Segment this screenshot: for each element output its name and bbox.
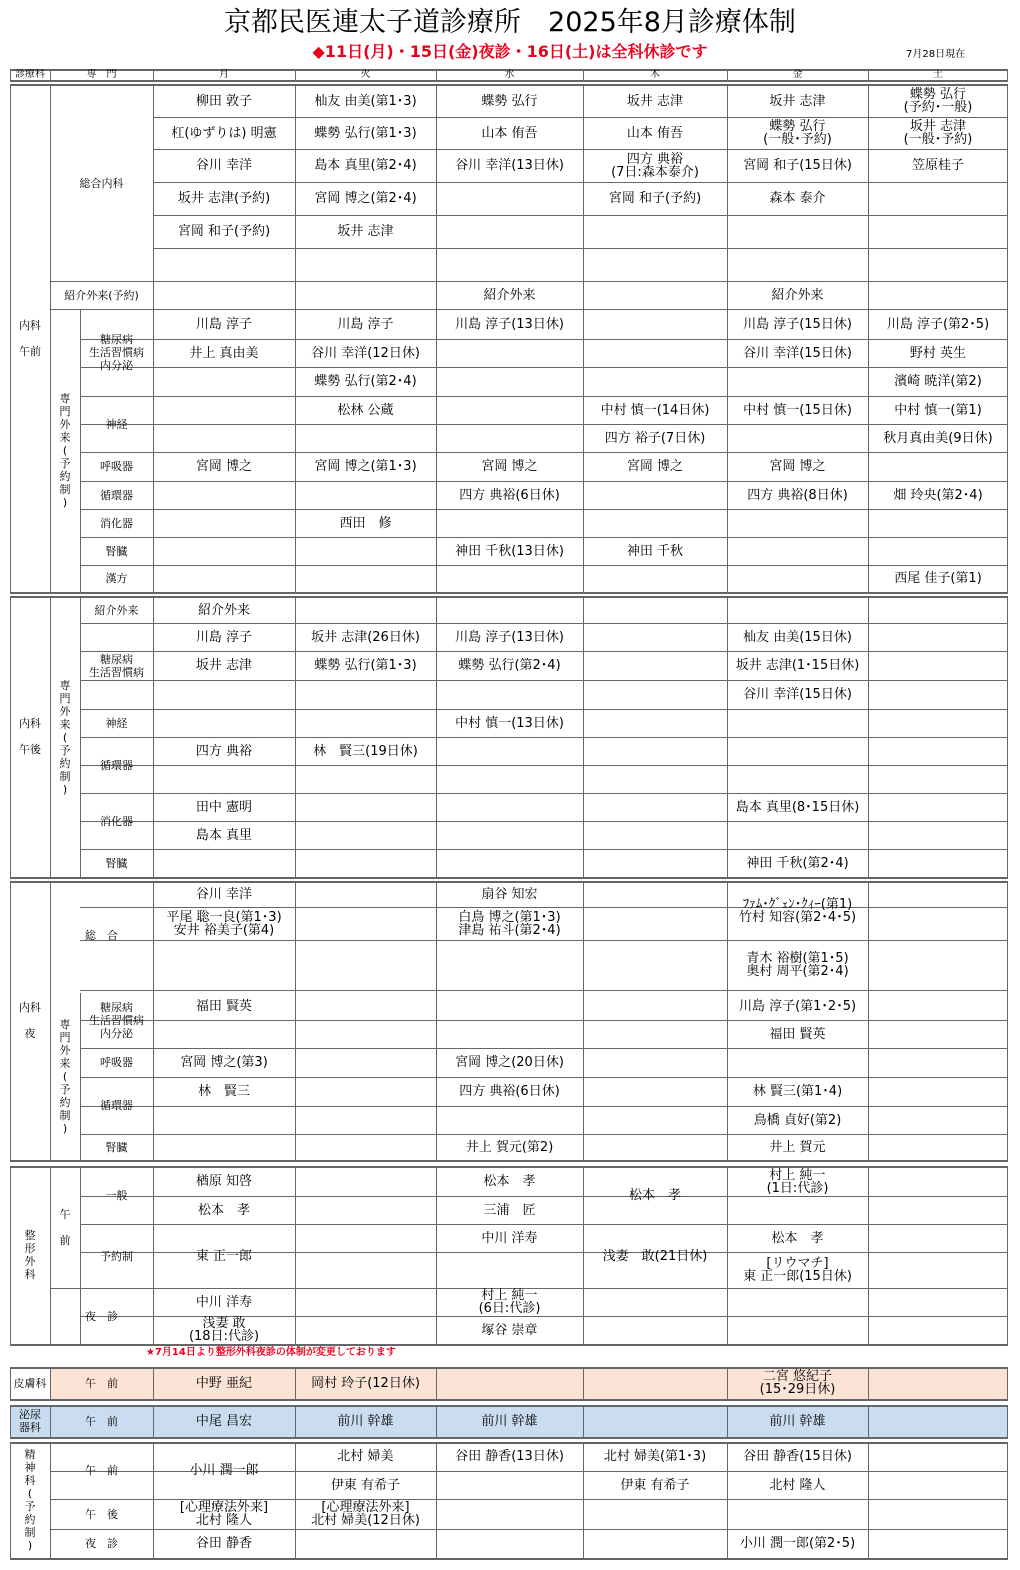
grid-line (80, 849, 1008, 850)
schedule-cell: 紹介外来 (483, 287, 536, 303)
label-naika-am: 内科 午前 (19, 318, 41, 358)
schedule-cell: 神田 千秋 (626, 543, 684, 559)
schedule-cell: 白鳥 博之(第1･3) 津島 祐斗(第2･4) (458, 909, 561, 938)
grid-line (868, 1442, 869, 1559)
schedule-cell: 谷川 幸洋 (195, 158, 253, 173)
schedule-cell: 宮岡 和子(予約) (608, 191, 702, 206)
schedule-cell: ﾌｧﾑ･ｸﾞｪﾝ･ｸｨｰ(第1) 竹村 知容(第2･4･5) (738, 896, 857, 925)
schedule-cell: 笠原桂子 (911, 158, 964, 173)
schedule-cell: 田中 憲明 (195, 799, 253, 815)
grid-line (80, 1106, 1008, 1107)
schedule-cell: 島本 真里(第2･4) (314, 158, 417, 173)
schedule-cell: 谷川 幸洋(12日休) (311, 345, 420, 361)
schedule-cell: 紹介外来 (197, 602, 250, 618)
grid-line (1007, 1367, 1008, 1400)
schedule-cell: 前川 幹雄 (337, 1413, 394, 1429)
schedule-cell: 松本 孝 (628, 1188, 681, 1203)
schedule-cell: 三浦 匠 (483, 1202, 536, 1218)
label-general: 総合内科 (79, 176, 124, 190)
schedule-cell: 宮岡 博之 (769, 459, 826, 474)
schedule-cell: 福田 賢英 (769, 1026, 826, 1042)
schedule-cell: 宮岡 博之(20日休) (455, 1055, 564, 1070)
label-kampo: 漢方 (105, 572, 128, 585)
schedule-cell: 井上 賀元 (769, 1139, 826, 1155)
schedule-cell: 川島 淳子 (337, 316, 394, 332)
grid-line (80, 990, 1008, 991)
schedule-cell: 松本 孝 (483, 1174, 536, 1189)
schedule-cell: 杣友 由美(15日休) (743, 629, 852, 645)
schedule-cell: 四方 典裕(8日休) (747, 487, 848, 503)
schedule-cell: 山本 侑吾 (481, 125, 538, 141)
schedule-cell: 村上 純一 (6日:代診) (478, 1288, 541, 1316)
grid-line (868, 1367, 869, 1400)
schedule-cell: 柳田 敦子 (195, 93, 253, 109)
schedule-cell: 中尾 昌宏 (195, 1413, 253, 1429)
schedule-cell: 川島 淳子(15日休) (743, 316, 852, 332)
label-specialty-night: 専 門 外 来 ( 予 約 制 ) (59, 1018, 71, 1135)
grid-line (868, 1166, 869, 1345)
label-naika-pm: 内科 午後 (19, 717, 41, 756)
schedule-cell: 川島 淳子(13日休) (455, 629, 564, 645)
schedule-cell: 楢原 知啓 (195, 1174, 253, 1189)
schedule-cell: 宮岡 博之(第2･4) (314, 191, 417, 206)
label-referral-pm: 紹介外来 (94, 603, 139, 617)
grid-line (1007, 881, 1008, 1161)
schedule-cell: 紹介外来 (771, 287, 824, 303)
label-derm-am: 午 前 (85, 1376, 118, 1390)
grid-line (1007, 1405, 1008, 1438)
schedule-cell: 宮岡 博之 (481, 459, 538, 474)
closure-notice: ◆11日(月)・15日(金)夜診・16日(土)は全科休診です (312, 42, 708, 61)
grid-line (10, 80, 1008, 82)
schedule-cell: 山本 侑吾 (626, 125, 684, 141)
schedule-cell: 神田 千秋(13日休) (455, 543, 564, 559)
schedule-cell: 村上 純一 (1日:代診) (766, 1167, 829, 1196)
schedule-cell: 谷川 幸洋(15日休) (743, 687, 852, 702)
schedule-cell: 北村 婦美 (337, 1449, 394, 1464)
schedule-cell: 宮岡 博之 (626, 459, 684, 474)
header-specialty: 専 門 (86, 69, 117, 80)
schedule-cell: 北村 婦美(第1･3) (603, 1449, 707, 1464)
label-circ-pm: 循環器 (100, 758, 133, 772)
schedule-cell: 伊東 有希子 (330, 1477, 401, 1493)
header-day-5: 土 (933, 69, 943, 80)
schedule-cell: 島本 真里(8･15日休) (735, 799, 860, 815)
schedule-cell: 平尾 聡一良(第1･3) 安井 裕美子(第4) (166, 909, 282, 938)
schedule-cell: 川島 淳子 (195, 629, 253, 645)
schedule-cell: 四方 典裕 (195, 743, 253, 759)
schedule-cell: 扇谷 知宏 (481, 886, 538, 902)
schedule-cell: 坂井 志津 (337, 224, 394, 239)
grid-line (80, 509, 1008, 510)
schedule-cell: 中川 洋寿 (481, 1230, 538, 1246)
schedule-cell: 坂井 志津(1･15日休) (735, 658, 860, 673)
header-day-2: 水 (504, 69, 515, 80)
schedule-cell: [心理療法外来] 北村 隆人 (179, 1500, 269, 1528)
label-circ-night: 循環器 (100, 1099, 133, 1112)
grid-line (1007, 1442, 1008, 1559)
schedule-cell: 谷田 静香 (195, 1536, 253, 1551)
grid-line (153, 248, 1008, 249)
schedule-cell: 谷川 幸洋 (195, 886, 253, 902)
grid-line (80, 1160, 1008, 1161)
label-circ: 循環器 (100, 488, 133, 502)
schedule-cell: 西田 修 (339, 515, 392, 531)
header-day-1: 火 (360, 69, 371, 80)
schedule-cell: 岡村 玲子(12日休) (311, 1375, 420, 1391)
schedule-cell: 蝶勢 弘行 (481, 93, 538, 109)
label-referral: 紹介外来(予約) (64, 288, 139, 302)
label-neuro: 神経 (105, 417, 128, 431)
label-uro-am: 午 前 (85, 1414, 118, 1428)
schedule-cell: 蝶勢 弘行(第1･3) (314, 658, 417, 673)
schedule-cell: 宮岡 博之(第1･3) (314, 459, 417, 474)
schedule-cell: 川島 淳子 (195, 316, 253, 332)
label-resp-night: 呼吸器 (100, 1056, 133, 1069)
schedule-cell: 四方 裕子(7日休) (604, 430, 706, 446)
schedule-cell: 坂井 志津 (195, 658, 253, 673)
schedule-cell: 宮岡 和子(予約) (177, 224, 271, 239)
schedule-cell: 宮岡 和子(15日休) (743, 158, 852, 173)
schedule-cell: 谷川 幸洋(15日休) (743, 345, 852, 361)
label-diabetes-pm: 糖尿病 生活習慣病 (89, 653, 144, 679)
header-day-3: 木 (650, 69, 660, 80)
schedule-cell: 林 賢三(19日休) (313, 743, 418, 759)
schedule-cell: 濱崎 暁洋(第2) (894, 374, 982, 389)
schedule-cell: 東 正一郎 (195, 1248, 253, 1264)
schedule-cell: 小川 潤一郎 (189, 1463, 259, 1478)
grid-line (868, 881, 869, 1161)
label-dermatology: 皮膚科 (13, 1376, 47, 1390)
schedule-cell: 中村 慎一(14日休) (600, 402, 710, 418)
schedule-cell: 井上 賀元(第2) (465, 1139, 554, 1155)
label-naika-night: 内科 夜 (19, 1001, 41, 1040)
schedule-cell: 四方 典裕(6日休) (459, 1084, 560, 1099)
schedule-cell: 蝶勢 弘行 (一般･予約) (763, 119, 832, 147)
schedule-cell: 中野 亜紀 (195, 1375, 253, 1391)
grid-line (436, 1367, 437, 1400)
schedule-cell: 野村 英生 (909, 345, 967, 361)
grid-line (80, 592, 1008, 593)
schedule-cell: 蝶勢 弘行 (予約･一般) (903, 87, 973, 115)
label-psychiatry: 精 神 科 ( 予 約 制 ) (24, 1448, 36, 1552)
schedule-cell: 松本 孝 (197, 1202, 250, 1218)
schedule-cell: 井上 真由美 (189, 345, 259, 361)
grid-line (80, 1344, 1008, 1345)
schedule-cell: 小川 潤一郎(第2･5) (739, 1536, 856, 1551)
grid-line (1007, 1166, 1008, 1345)
schedule-cell: 中村 慎一(15日休) (743, 402, 852, 418)
schedule-cell: 坂井 志津(26日休) (311, 629, 420, 645)
label-orthopedics: 整 形 外 科 (24, 1229, 36, 1281)
label-diabetes-night: 糖尿病 生活習慣病 内分泌 (89, 1001, 144, 1040)
schedule-cell: 神田 千秋(第2･4) (746, 855, 849, 871)
schedule-cell: 川島 淳子(第2･5) (886, 316, 990, 332)
grid-line (80, 1437, 1008, 1438)
schedule-cell: 北村 隆人 (769, 1477, 826, 1493)
schedule-cell: 林 賢三(第1･4) (752, 1084, 843, 1099)
page-title: 京都民医連太子道診療所 2025年8月診療体制 (224, 7, 796, 38)
grid-line (583, 881, 584, 1161)
header-day-0: 月 (219, 69, 229, 80)
grid-line (80, 1558, 1008, 1559)
schedule-cell: 谷田 静香(15日休) (743, 1449, 852, 1464)
label-urology: 泌尿 器科 (19, 1408, 41, 1434)
schedule-cell: 蝶勢 弘行(第2･4) (458, 658, 561, 673)
grid-line (295, 1166, 296, 1345)
schedule-cell: 四方 典裕 (7日:森本泰介) (611, 151, 699, 180)
schedule-cell: 浅妻 敢(21日休) (602, 1248, 708, 1264)
grid-line (80, 1020, 1008, 1021)
label-diabetes: 糖尿病 生活習慣病 内分泌 (89, 333, 144, 372)
label-neuro-pm: 神経 (105, 716, 128, 730)
label-ortho-general: 一般 (105, 1189, 128, 1202)
schedule-cell: 二宮 悠紀子 (15･29日休) (759, 1369, 836, 1397)
grid-line (80, 1399, 1008, 1400)
schedule-cell: 松本 孝 (771, 1230, 824, 1246)
label-specialty-am: 専 門 外 来 ( 予 約 制 ) (59, 392, 71, 509)
schedule-cell: 宮岡 博之(第3) (180, 1055, 268, 1070)
label-gi-pm: 消化器 (100, 814, 133, 828)
schedule-cell: 宮岡 博之 (195, 459, 253, 474)
schedule-cell: 蝶勢 弘行(第1･3) (314, 125, 417, 141)
label-kidney: 腎臓 (105, 544, 128, 558)
schedule-cell: 杠(ゆずりは) 明憲 (171, 125, 277, 141)
grid-line (583, 1405, 584, 1438)
schedule-cell: 中村 慎一(13日休) (455, 715, 564, 731)
grid-line (295, 881, 296, 1161)
label-psych-am: 午 前 (85, 1464, 118, 1477)
schedule-cell: 前川 幹雄 (769, 1413, 826, 1429)
label-resp: 呼吸器 (100, 460, 133, 473)
label-ortho-am: 午 前 (59, 1208, 71, 1247)
label-kidney-night: 腎臓 (105, 1140, 128, 1154)
label-psych-night: 夜 診 (85, 1537, 118, 1550)
schedule-cell: 秋月真由美(9日休) (883, 430, 993, 446)
schedule-cell: 中村 慎一(第1) (894, 402, 982, 418)
schedule-cell: 谷田 静香(13日休) (455, 1449, 564, 1464)
header-dept: 診療科 (15, 69, 45, 80)
schedule-cell: 川島 淳子(13日休) (455, 316, 564, 332)
label-psych-pm: 午 後 (85, 1507, 118, 1521)
schedule-cell: 伊東 有希子 (620, 1477, 690, 1493)
schedule-cell: 坂井 志津 (769, 93, 826, 109)
grid-line (868, 1405, 869, 1438)
schedule-cell: 川島 淳子(第1･2･5) (738, 999, 857, 1014)
grid-line (80, 877, 1008, 878)
schedule-cell: [リウマチ] 東 正一郎(15日休) (743, 1256, 852, 1284)
label-ortho-night: 夜 診 (85, 1309, 118, 1323)
schedule-cell: 中川 洋寿 (195, 1294, 253, 1310)
label-gi: 消化器 (100, 516, 133, 530)
schedule-cell: 福田 賢英 (195, 999, 253, 1014)
grid-line (80, 765, 1008, 766)
schedule-cell: 松林 公蔵 (337, 402, 394, 418)
schedule-cell: 青木 裕樹(第1･5) 奥村 周平(第2･4) (746, 951, 849, 979)
schedule-cell: [心理療法外来] 北村 婦美(12日休) (311, 1500, 420, 1528)
grid-line (583, 1367, 584, 1400)
schedule-cell: 谷川 幸洋(13日休) (455, 158, 564, 173)
schedule-cell: 坂井 志津(予約) (177, 191, 271, 206)
schedule-cell: 坂井 志津 (626, 93, 684, 109)
label-general-night: 総 合 (85, 929, 118, 942)
ortho-footnote: ★7月14日より整形外科夜診の体制が変更しております (146, 1347, 396, 1358)
schedule-cell: 前川 幹雄 (481, 1413, 538, 1429)
schedule-cell: 坂井 志津 (一般･予約) (903, 119, 973, 147)
label-ortho-reserved: 予約制 (100, 1249, 133, 1263)
schedule-cell: 鳥橋 貞好(第2) (753, 1112, 842, 1128)
schedule-cell: 四方 典裕(6日休) (459, 487, 560, 503)
schedule-cell: 蝶勢 弘行(第2･4) (314, 374, 417, 389)
schedule-cell: 森本 泰介 (769, 191, 826, 206)
schedule-cell: 杣友 由美(第1･3) (314, 93, 417, 109)
schedule-cell: 島本 真里 (195, 827, 253, 843)
header-day-4: 金 (792, 69, 803, 80)
schedule-cell: 塚谷 崇章 (481, 1322, 538, 1338)
schedule-cell: 西尾 佳子(第1) (894, 571, 982, 586)
grid-line (80, 940, 1008, 941)
as-of-date: 7月28日現在 (906, 49, 966, 60)
schedule-cell: 林 賢三 (197, 1084, 250, 1099)
label-kidney-pm: 腎臓 (105, 856, 128, 870)
schedule-cell: 浅妻 敢 (18日:代診) (188, 1316, 260, 1344)
grid-line (80, 680, 1008, 681)
label-specialty-pm: 専 門 外 来 ( 予 約 制 ) (59, 678, 71, 796)
schedule-cell: 畑 玲央(第2･4) (893, 487, 983, 503)
